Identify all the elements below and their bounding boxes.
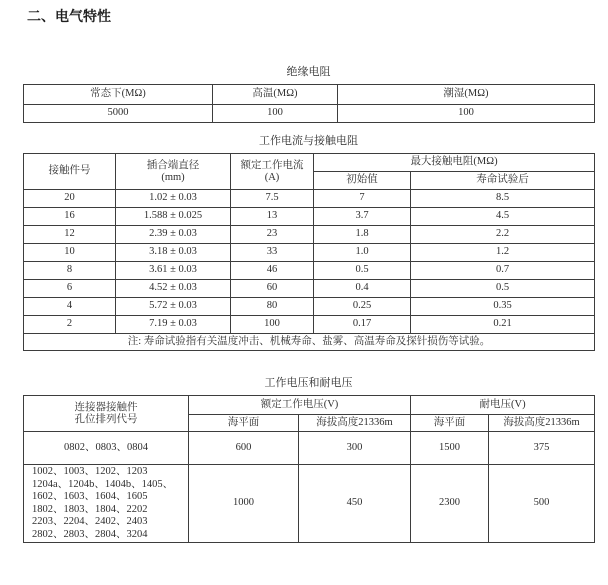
header-contact-code — [24, 396, 189, 432]
cell-after-life: 2.2 — [411, 226, 595, 244]
table-row — [24, 190, 595, 208]
contact-codes-line: 2203、2204、2402、2403 — [32, 516, 148, 527]
table-row — [24, 298, 595, 316]
cell-rated-sea-level: 1000 — [189, 465, 299, 543]
cell-initial: 7 — [314, 190, 411, 208]
cell-rated-altitude: 300 — [299, 432, 411, 465]
header-withstand-altitude: 海拔高度21336m — [489, 415, 595, 432]
cell-initial: 0.17 — [314, 316, 411, 334]
header-contact-code-line2: 孔位排列代号 — [74, 413, 138, 425]
table-row — [24, 226, 595, 244]
current-table-caption: 工作电流与接触电阻 — [259, 135, 358, 147]
contact-codes-line: 2802、2803、2804、3204 — [32, 528, 148, 540]
cell-diameter: 2.39 ± 0.03 — [116, 226, 231, 244]
header-rated-current-line1: 额定工作电流 — [240, 159, 304, 171]
contact-codes-line: 1802、1803、1804、2202 — [32, 503, 148, 515]
header-contact-no: 接触件号 — [24, 154, 116, 190]
cell-contact-no: 2 — [24, 316, 116, 334]
header-humidity: 潮湿(MΩ) — [338, 85, 595, 105]
cell-initial: 3.7 — [314, 208, 411, 226]
header-max-contact-resistance: 最大接触电阻(MΩ) — [314, 154, 595, 172]
cell-diameter: 3.18 ± 0.03 — [116, 244, 231, 262]
cell-after-life: 1.2 — [411, 244, 595, 262]
cell-after-life: 4.5 — [411, 208, 595, 226]
voltage-table — [23, 395, 595, 543]
cell-withstand-sea-level: 1500 — [411, 432, 489, 465]
cell-after-life: 8.5 — [411, 190, 595, 208]
cell-diameter: 7.19 ± 0.03 — [116, 316, 231, 334]
header-rated-current — [231, 154, 314, 190]
header-withstand-sea-level: 海平面 — [411, 415, 489, 432]
cell-initial: 0.25 — [314, 298, 411, 316]
cell-rated-altitude: 450 — [299, 465, 411, 543]
cell-current: 60 — [231, 280, 314, 298]
cell-rated-sea-level: 600 — [189, 432, 299, 465]
cell-after-life: 0.35 — [411, 298, 595, 316]
insulation-header-row — [24, 85, 595, 105]
cell-contact-codes — [24, 465, 189, 543]
insulation-table-caption: 绝缘电阻 — [286, 66, 331, 78]
cell-withstand-sea-level: 2300 — [411, 465, 489, 543]
table-row — [24, 432, 595, 465]
header-mating-diameter-line2: (mm) — [161, 171, 185, 183]
cell-normal-condition-value: 5000 — [24, 105, 213, 123]
cell-contact-no: 16 — [24, 208, 116, 226]
table-row — [24, 208, 595, 226]
header-contact-code-line1: 连接器接触件 — [74, 401, 138, 413]
cell-current: 80 — [231, 298, 314, 316]
table-row — [24, 316, 595, 334]
header-normal-condition: 常态下(MΩ) — [24, 85, 213, 105]
cell-withstand-altitude: 375 — [489, 432, 595, 465]
table-row — [24, 262, 595, 280]
contact-codes-line: 1602、1603、1604、1605 — [32, 491, 148, 502]
cell-initial: 1.8 — [314, 226, 411, 244]
voltage-header-row-1 — [24, 396, 595, 415]
cell-contact-codes: 0802、0803、0804 — [24, 432, 189, 465]
cell-diameter: 1.02 ± 0.03 — [116, 190, 231, 208]
cell-high-temp-value: 100 — [213, 105, 338, 123]
cell-initial: 0.4 — [314, 280, 411, 298]
cell-contact-no: 8 — [24, 262, 116, 280]
table-row — [24, 465, 595, 543]
cell-after-life: 0.21 — [411, 316, 595, 334]
cell-contact-no: 12 — [24, 226, 116, 244]
contact-codes-line: 1204a、1204b、1404b、1405、 — [32, 478, 174, 490]
cell-current: 46 — [231, 262, 314, 280]
header-rated-sea-level: 海平面 — [189, 415, 299, 432]
note-row — [24, 334, 595, 351]
cell-current: 23 — [231, 226, 314, 244]
cell-current: 33 — [231, 244, 314, 262]
cell-after-life: 0.7 — [411, 262, 595, 280]
header-initial-value: 初始值 — [314, 172, 411, 190]
current-table — [23, 153, 595, 351]
cell-current: 7.5 — [231, 190, 314, 208]
cell-withstand-altitude: 500 — [489, 465, 595, 543]
cell-diameter: 3.61 ± 0.03 — [116, 262, 231, 280]
page-title: 二、电气特性 — [27, 8, 111, 24]
cell-diameter: 1.588 ± 0.025 — [116, 208, 231, 226]
cell-diameter: 5.72 ± 0.03 — [116, 298, 231, 316]
header-after-life-test: 寿命试验后 — [411, 172, 595, 190]
cell-humidity-value: 100 — [338, 105, 595, 123]
header-high-temp: 高温(MΩ) — [213, 85, 338, 105]
cell-initial: 1.0 — [314, 244, 411, 262]
cell-current: 13 — [231, 208, 314, 226]
cell-contact-no: 4 — [24, 298, 116, 316]
table-row — [24, 244, 595, 262]
header-rated-current-line2: (A) — [264, 171, 280, 183]
cell-diameter: 4.52 ± 0.03 — [116, 280, 231, 298]
header-mating-diameter-line1: 插合端直径 — [146, 159, 200, 171]
contact-codes-line: 1002、1003、1202、1203 — [32, 466, 148, 477]
cell-contact-no: 20 — [24, 190, 116, 208]
voltage-table-caption: 工作电压和耐电压 — [264, 377, 353, 389]
insulation-table — [23, 84, 595, 123]
cell-contact-no: 6 — [24, 280, 116, 298]
cell-after-life: 0.5 — [411, 280, 595, 298]
cell-initial: 0.5 — [314, 262, 411, 280]
current-table-note: 注: 寿命试验指有关温度冲击、机械寿命、盐雾、高温寿命及探针损伤等试验。 — [24, 334, 595, 351]
header-rated-altitude: 海拔高度21336m — [299, 415, 411, 432]
table-row — [24, 280, 595, 298]
header-rated-voltage: 额定工作电压(V) — [189, 396, 411, 415]
header-withstand-voltage: 耐电压(V) — [411, 396, 595, 415]
current-header-row-1 — [24, 154, 595, 172]
insulation-value-row — [24, 105, 595, 123]
header-mating-diameter — [116, 154, 231, 190]
cell-current: 100 — [231, 316, 314, 334]
cell-contact-no: 10 — [24, 244, 116, 262]
